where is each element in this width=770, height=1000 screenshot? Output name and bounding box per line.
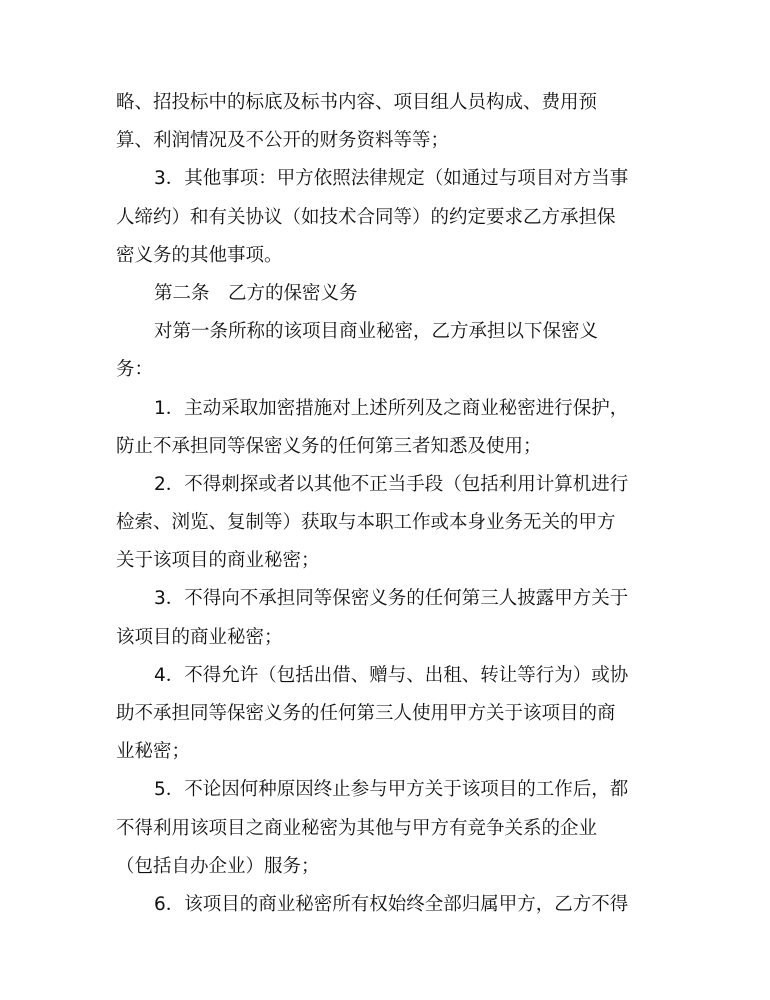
text-line: 人缔约）和有关协议（如技术合同等）的约定要求乙方承担保 [116,206,616,228]
text-line: 略、招投标中的标底及标书内容、项目组人员构成、费用预 [116,92,598,113]
text-line: 防止不承担同等保密义务的任何第三者知悉及使用； [116,435,542,457]
text-line: 务： [116,359,154,381]
text-line: 业秘密； [116,741,191,763]
text-line: 检索、浏览、复制等）获取与本职工作或本身业务无关的甲方 [116,512,616,534]
text-line: 5．不论因何种原因终止参与甲方关于该项目的工作后，都 [154,779,629,801]
text-line: 不得利用该项目之商业秘密为其他与甲方有竞争关系的企业 [116,817,598,839]
text-line: 4．不得允许（包括出借、赠与、出租、转让等行为）或协 [154,664,629,686]
text-line: （包括自办企业）服务； [116,855,320,877]
text-line: 关于该项目的商业秘密； [116,550,320,572]
text-line: 对第一条所称的该项目商业秘密，乙方承担以下保密义 [154,321,599,343]
text-line: 2．不得刺探或者以其他不正当手段（包括利用计算机进行 [154,473,629,495]
text-line: 算、利润情况及不公开的财务资料等等； [116,130,450,152]
text-line: 1．主动采取加密措施对上述所列及之商业秘密进行保护， [154,397,629,419]
text-line: 3．其他事项：甲方依照法律规定（如通过与项目对方当事 [154,168,629,190]
text-line: 该项目的商业秘密； [116,626,283,648]
text-line: 助不承担同等保密义务的任何第三人使用甲方关于该项目的商 [116,703,616,724]
text-line: 3．不得向不承担同等保密义务的任何第三人披露甲方关于 [154,588,629,610]
section-heading: 第二条 乙方的保密义务 [154,282,358,304]
text-line: 密义务的其他事项。 [116,244,283,266]
document-body [116,84,660,924]
text-line: 6．该项目的商业秘密所有权始终全部归属甲方，乙方不得 [154,893,629,915]
